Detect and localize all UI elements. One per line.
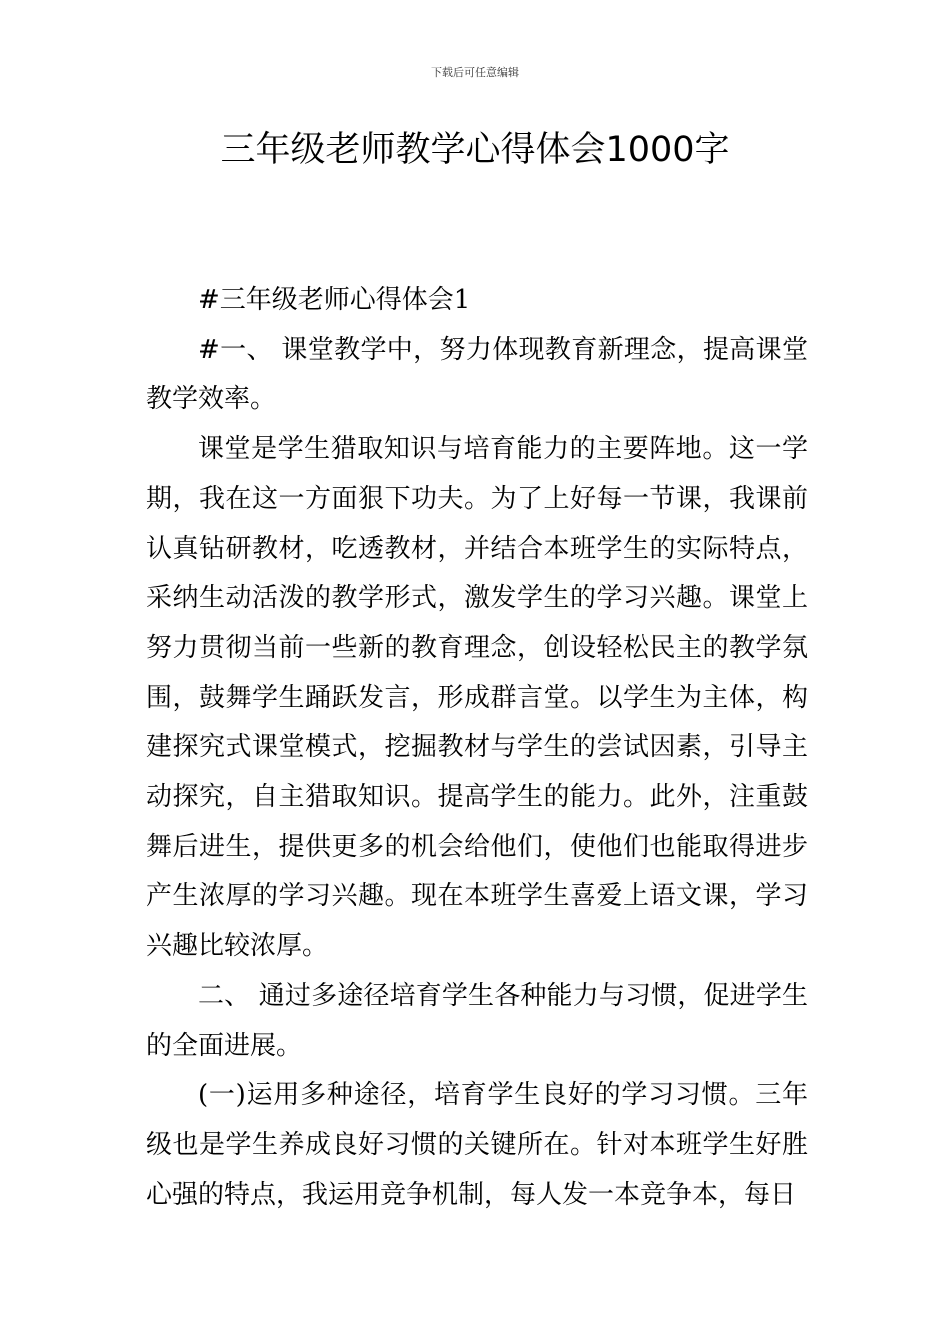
section-heading: #三年级老师心得体会1: [198, 285, 471, 315]
body-paragraph: (一)运用多种途径，培育学生良好的学习习惯。三年级也是学生养成良好习惯的关键所在。针对本班学生好胜心强的特点，我运用竞争机制，每人发一本竞争本，每日: [146, 1080, 808, 1210]
subsection-heading-1: #一、 课堂教学中，努力体现教育新理念，提高课堂教学效率。: [146, 334, 808, 415]
subsection-heading-2: 二、 通过多途径培育学生各种能力与习惯，促进学生的全面进展。: [146, 980, 808, 1061]
body-paragraph: 课堂是学生猎取知识与培育能力的主要阵地。这一学期，我在这一方面狠下功夫。为了上好每一节课，我课前认真钻研教材，吃透教材，并结合本班学生的实际特点，采纳生动活泼的教学形式，激发学生的学习兴趣。课堂上努力贯彻当前一些新的教育理念，创设轻松民主的教学氛围，鼓舞学生踊跃发言，形成群言堂。以学生为主体，构建探究式课堂模式，挖掘教材与学生的尝试因素，引导主动探究，自主猎取知识。提高学生的能力。此外，注重鼓舞后进生，提供更多的机会给他们，使他们也能取得进步产生浓厚的学习兴趣。现在本班学生喜爱上语文课，学习兴趣比较浓厚。: [146, 434, 808, 962]
header-note: 下载后可任意编辑: [431, 66, 519, 79]
document-title: 三年级老师教学心得体会1000字: [220, 130, 730, 170]
document-body: [146, 276, 808, 1220]
